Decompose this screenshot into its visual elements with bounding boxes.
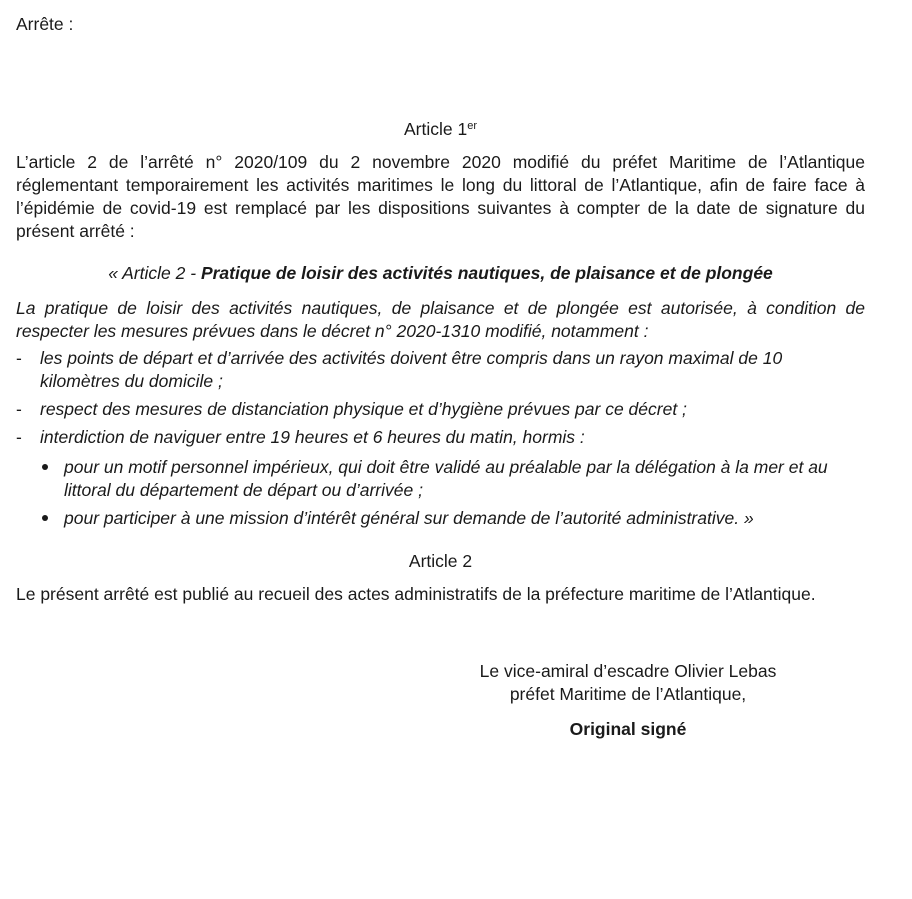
- bullet-icon: [42, 515, 48, 521]
- article-2-body: Le présent arrêté est publié au recueil des actes administratifs de la préfecture maritime de l’Atlantique.: [16, 584, 816, 604]
- list-item-text: les points de départ et d’arrivée des activités doivent être compris dans un rayon maximal de 10 kilomètres du domicile ;: [40, 348, 783, 391]
- intro-text: Arrête :: [16, 14, 74, 34]
- quoted-article-title: [16, 262, 865, 285]
- list-item: [16, 426, 865, 449]
- signature-status: Original signé: [569, 719, 687, 739]
- dash-list-item-2: [16, 398, 865, 421]
- list-item: [16, 398, 865, 421]
- article-1-title-sup: er: [467, 120, 477, 132]
- dash-marker: -: [16, 427, 22, 447]
- article-1-body: L’article 2 de l’arrêté n° 2020/109 du 2 novembre 2020 modifié du préfet Maritime de l’Atlantique réglementant temporairement les activités maritimes le long du littoral de l’Atlantique, afin de faire face à l’épidémie de covid-19 est remplacé par les dispositions suivantes à compter de la date de signature du présent arrêté :: [16, 152, 865, 241]
- article-2-title: Article 2: [408, 551, 473, 571]
- dash-list-item-3: [16, 426, 865, 449]
- signatory-title: préfet Maritime de l’Atlantique,: [509, 684, 747, 704]
- signatory-name: Le vice-amiral d’escadre Olivier Lebas: [479, 661, 777, 681]
- list-item-text: respect des mesures de distanciation physique et d’hygiène prévues par ce décret ;: [40, 399, 687, 419]
- quoted-article-body: La pratique de loisir des activités nautiques, de plaisance et de plongée est autorisée, à condition de respecter les mesures prévues dans le décret n° 2020-1310 modifié, notamment :: [16, 298, 865, 341]
- article-1-title: [16, 118, 865, 141]
- bullet-icon: [42, 464, 48, 470]
- list-item: [16, 347, 865, 393]
- article-1-title-text: Article 1: [404, 119, 468, 139]
- dash-list-item-1: [16, 347, 865, 393]
- quoted-article-heading: Pratique de loisir des activités nautiques, de plaisance et de plongée: [200, 263, 773, 283]
- dash-marker: -: [16, 399, 22, 419]
- signature-block: [448, 660, 808, 741]
- bullet-item-text: pour un motif personnel impérieux, qui doit être validé au préalable par la délégation à la mer et au littoral du département de départ ou d’arrivée ;: [64, 457, 828, 500]
- quoted-article-prefix: « Article 2 -: [108, 263, 201, 283]
- dash-marker: -: [16, 348, 22, 368]
- bullet-list-item-2: [16, 507, 865, 530]
- bullet-list-item-1: [16, 456, 865, 502]
- list-item-text: interdiction de naviguer entre 19 heures et 6 heures du matin, hormis :: [40, 427, 585, 447]
- bullet-item-text: pour participer à une mission d’intérêt général sur demande de l’autorité administrative. »: [64, 508, 754, 528]
